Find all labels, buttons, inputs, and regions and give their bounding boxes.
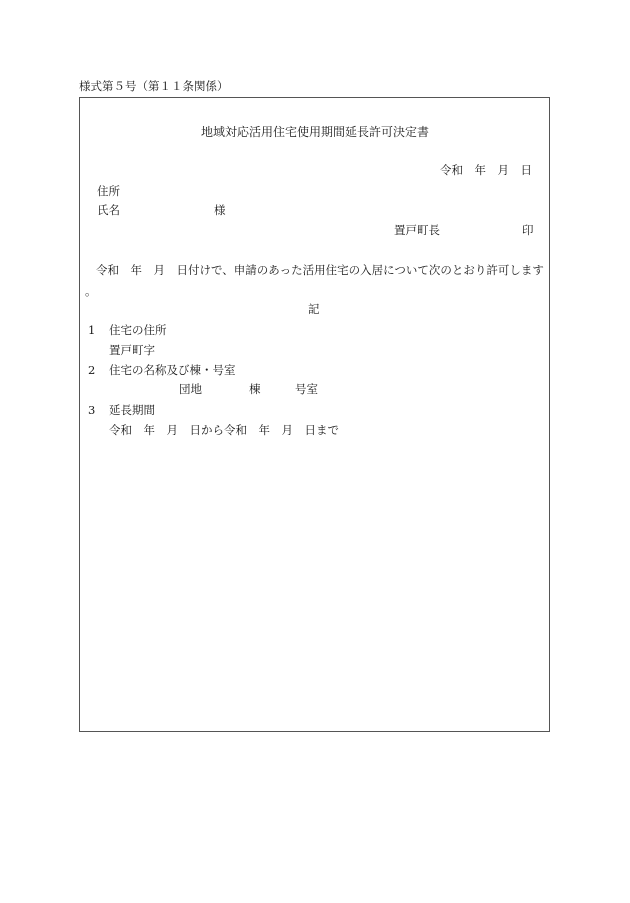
item-detail-3: 令和 年 月 日から令和 年 月 日まで [109,423,339,437]
issue-date: 令和 年 月 日 [440,163,532,177]
item-number-2: 2 [88,363,96,377]
name-label: 氏名 [97,203,120,217]
document-title: 地域対応活用住宅使用期間延長許可決定書 [200,125,429,139]
address-label: 住所 [97,184,120,198]
ki-heading: 記 [308,302,320,316]
item-number-3: 3 [88,403,96,417]
seal-mark: 印 [522,223,534,237]
item-label-2: 住宅の名称及び棟・号室 [109,363,236,377]
item-detail-2-danchi: 団地 [179,382,202,396]
item-detail-2-tou: 棟 [249,382,261,396]
issuer-title: 置戸町長 [394,223,440,237]
item-detail-2-goushitsu: 号室 [295,382,318,396]
item-label-3: 延長期間 [109,403,155,417]
form-number: 様式第５号（第１１条関係） [79,79,229,93]
honorific: 様 [214,203,226,217]
body-paragraph: 令和 年 月 日付けで、申請のあった活用住宅の入居について次のとおり許可します。 [85,263,544,298]
item-label-1: 住宅の住所 [109,323,167,337]
item-detail-1: 置戸町字 [109,343,155,357]
item-number-1: 1 [88,323,96,337]
